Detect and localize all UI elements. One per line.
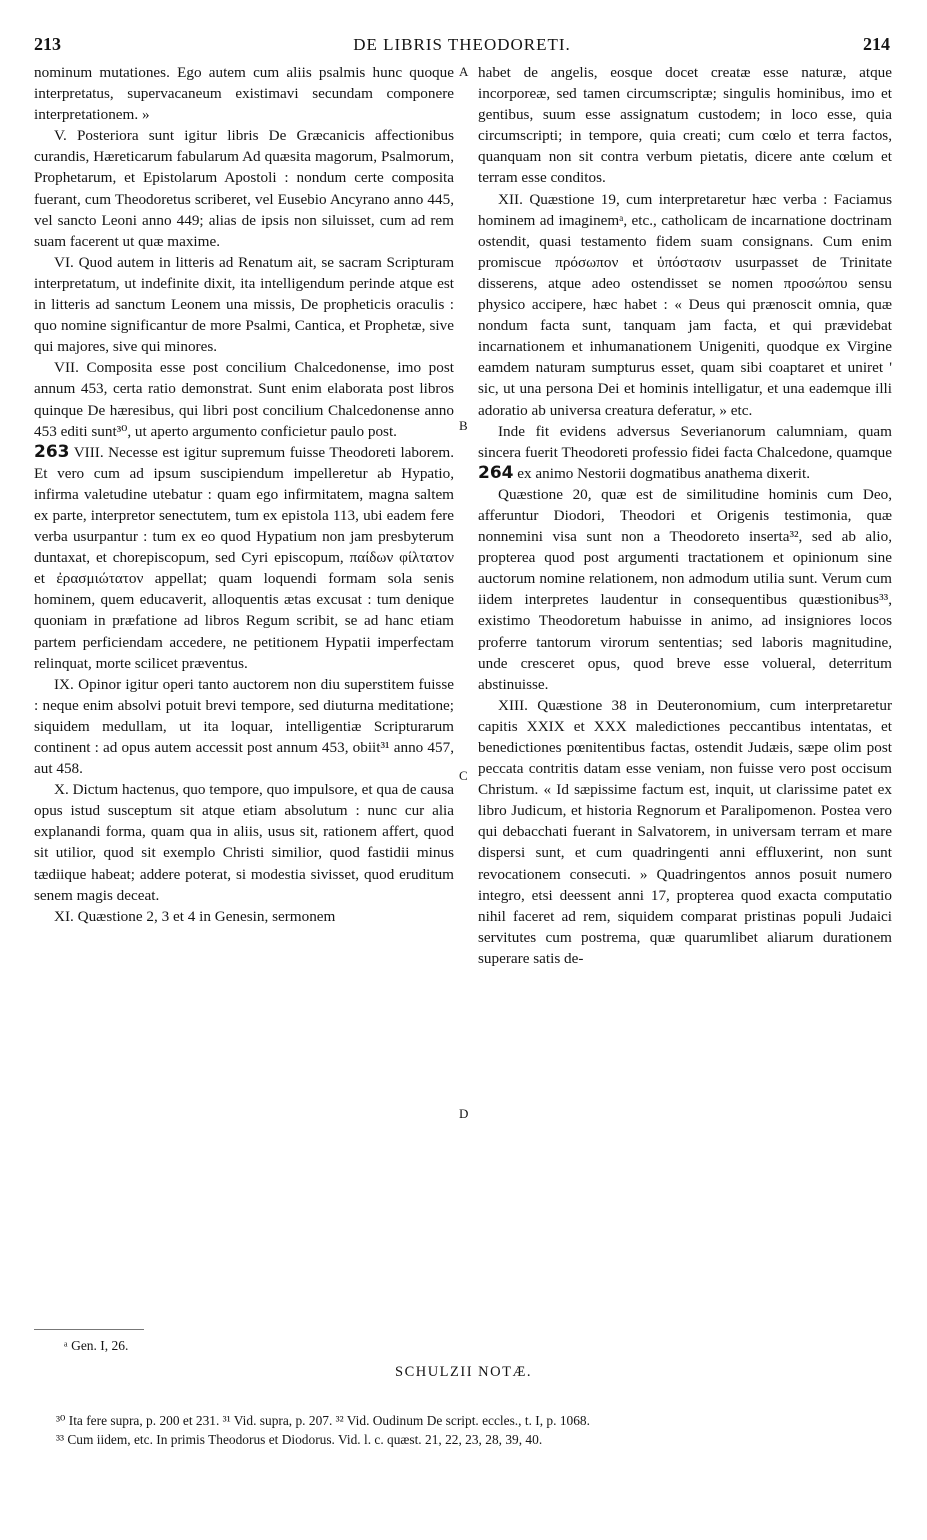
- margin-letter-b: B: [459, 418, 468, 433]
- page-number-right: 214: [863, 34, 890, 54]
- paragraph-text: Quæstione 20, quæ est de similitudine hominis cum Deo, afferuntur Diodori, Theodori et Origenis testimonia, quæ nonnemini visa sunt non a Theodoreto inserta³², sed ab alio, propterea quod post argumenti tractationem et opinionum sine auctorum nomine relationem, non admodum utilia sunt. Verum cum iidem interpretes laudentur in consequentibus quæstionibus³³, existimo Theodoretum habuisse in animo, ad insigniores locos proferre tantorum virorum sententias; sed laboris magnitudine, unde cresceret opus, quod breve esse volueral, deterritum abstinuisse.: [478, 485, 892, 693]
- paragraph-text-after: ex animo Nestorii dogmatibus anathema dixerit.: [517, 464, 811, 482]
- section-number: IX.: [54, 675, 74, 693]
- paragraph-inde: [478, 421, 892, 484]
- bible-footnote: ᵃ Gen. I, 26.: [64, 1338, 129, 1353]
- section-number: VI.: [54, 253, 74, 271]
- paragraph-x: [34, 779, 454, 906]
- paragraph-text: Inde fit evidens adversus Severianorum calumniam, quam sincera fuerit Theodoreti professio fidei facta Chalcedone, quamque: [478, 422, 892, 461]
- paragraph: habet de angelis, eosque docet creatæ esse naturæ, atque incorporeæ, sed tamen circumscriptæ; singulis hominibus, imo et gentibus, suum esse assignatum custodem; in loco esse, quia circumscripti; in tempore, quia creati; cum cœlo et terra factos, quanquam non sit contra verbum pietatis, dicere ante cœlum et terram esse conditos.: [478, 64, 892, 187]
- column-marker: 264: [478, 462, 514, 483]
- paragraph-vi: [34, 252, 454, 357]
- page-header: [34, 34, 890, 60]
- paragraph-text: Quæstione 38 in Deuteronomium, cum interpretaretur capitis XXIX et XXX maledictiones peccantibus intentatas, et benedictiones pœnitentibus factas, ostendit Judæis, sæpe olim post peccata contritis datam esse veniam, non fuisse vero post occisum Christum. « Id sæpissime factum est, inquit, ut clarissime patet ex libro Judicum, et historia Regnorum et Paralipomenon. Postea vero qui debacchati fuerant in Salvatorem, in universam terram et mare dispersi sunt, et cum quadringenti anni effluxerint, non sunt revocationem consecuti. » Quadringentos annos posuit numero integro, etsi deessent anni 17, propterea quod exacta computatio nihil faceret ad rem, siquidem comparat pristinas populi Judaici servitutes cum postrema, quæ quarumlibet aliarum durationem superare satis de-: [478, 696, 893, 967]
- section-number: VII.: [54, 359, 79, 377]
- paragraph-text: Opinor igitur operi tanto auctorem non diu superstitem fuisse : neque enim absolvi potuit brevi tempore, sed diuturna meditatione; siquidem medullam, ut ita loquar, intelligentiæ Scripturarum continent : ad opus autem accessit post annum 453, obiit³¹ anno 457, aut 458.: [34, 675, 454, 778]
- editor-notes: [56, 1411, 896, 1449]
- paragraph-text: Posteriora sunt igitur libris De Græcanicis affectionibus curandis, Hæreticarum fabularum Ad quæsita magorum, Psalmorum, Prophetarum, et Epistolarum Apostoli : nondum certe composita fuerant, cum Theodoretus scriberet, vel Eusebio Ancyrano anno 445, vel sancto Leoni anno 449; alias de ipsis non siluisset, cum ad rem suam facerent ut quæ maxime.: [34, 127, 455, 250]
- margin-letter-a: A: [459, 64, 469, 79]
- note-line: ³³ Cum iidem, etc. In primis Theodorus et Diodorus. Vid. l. c. quæst. 21, 22, 23, 28, 39, 40.: [56, 1432, 543, 1447]
- notes-heading: SCHULZII NOTÆ.: [395, 1364, 532, 1380]
- paragraph-v: [34, 125, 454, 252]
- running-title: DE LIBRIS THEODORETI.: [353, 35, 571, 54]
- paragraph: nominum mutationes. Ego autem cum aliis psalmis hunc quoque interpretatus, supervacaneum existimavi secundam componere interpretationem. »: [34, 64, 454, 124]
- page-number-left: 213: [34, 34, 61, 54]
- paragraph-text: Quæstione 19, cum interpretaretur hæc verba : Faciamus hominem ad imaginemᵃ, etc., catholicam de incarnatione doctrinam ostendit, quasi testamento fidem suam consignans. Cum enim promiscue πρόσωπον et ὑπόστασιν usurpasset de Trinitate disserens, atque adeo ostendisset se nomen προσώπου sensu physico accipere, hæc habet : « Deus qui prænoscit omnia, quæ nondum facta sunt, tanquam jam facta, et qui prævidebat incarnationem et inhumanationem Unigeniti, quodque ex Virgine eamdem naturam sumpturus esset, quam sibi coaptaret et uniret ' sic, ut una persona Dei et hominis intelligatur, et una eademque illi adoratio ab universa creatura deferatur, » etc.: [478, 190, 893, 419]
- paragraph-xiii: [478, 695, 892, 969]
- section-number: XIII.: [498, 696, 528, 714]
- section-number: XI.: [54, 907, 74, 925]
- paragraph-quaestione-20: [478, 484, 892, 695]
- paragraph-vii: [34, 357, 454, 441]
- paragraph-text: Quæstione 2, 3 et 4 in Genesin, sermonem: [77, 907, 336, 925]
- paragraph-text: Necesse est igitur supremum fuisse Theodoreti laborem. Et vero cum ad ipsum suscipiendum impelleretur ab Hypatio, infirma valetudine utebatur : quam ego infirmitatem, magna saltem ex parte, interpretor senectutem, tum ex epistola 113, ubi eadem fere verba usurpantur : tum ex eo quod Hypatium non jam presbyterum duntaxat, et chorepiscopum, sed Cyri episcopum, παίδων φίλτατον et ἐρασμιώτατον appellat; quam loquendi formam sola senis hominem, quem educaverit, alloquentis ætas excusat : tum denique quoniam in præfatione ad libros Regum scribit, se ad hanc etiam partem perficiendam accedere, ne petitionem Hypatii imperfectam relinquat, morte scilicet præventus.: [34, 443, 455, 672]
- section-number: XII.: [498, 190, 523, 208]
- section-number: X.: [54, 781, 69, 799]
- paragraph-xii: [478, 189, 892, 421]
- right-column: [478, 62, 892, 969]
- paragraph-ix: [34, 674, 454, 779]
- paragraph-text: Composita esse post concilium Chalcedonense, imo post annum 453, certa ratio demonstrat. Sunt enim elaborata post libros quinque De hæresibus, qui libri post concilium Chalcedonense anno 453 editi sunt³⁰, ut aperto argumento conficietur paulo post.: [34, 359, 454, 440]
- column-marker: 263: [34, 441, 70, 462]
- margin-letter-d: D: [459, 1106, 469, 1121]
- footnote-rule: [34, 1329, 144, 1330]
- paragraph-text: Dictum hactenus, quo tempore, quo impulsore, et qua de causa opus istud susceptum sit atque etiam absolutum : nunc cur alia explanandi forma, quam qua in aliis, usus sit, rationem affert, quod sit utilior, quod sit exemplo Christi similior, quod fastidii minus tædiique habeat; addere poterat, si modestia sivisset, quod eruditum senem magis deceat.: [34, 781, 454, 904]
- note-line: ³⁰ Ita fere supra, p. 200 et 231. ³¹ Vid. supra, p. 207. ³² Vid. Oudinum De script. eccles., t. I, p. 1068.: [56, 1413, 590, 1428]
- margin-letter-c: C: [459, 768, 468, 783]
- paragraph-xi: [34, 906, 454, 927]
- paragraph-text: Quod autem in litteris ad Renatum ait, se sacram Scripturam interpretatum, ut indefinite dixit, ita intelligendum perinde atque est in litteris ad sanctum Leonem una missis, De propheticis oraculis : quo nomine significantur de more Psalmi, Cantica, et Prophetæ, sive qui majores, sive qui minores.: [34, 253, 455, 356]
- left-column: [34, 62, 454, 927]
- section-number: VIII.: [73, 443, 104, 461]
- paragraph-viii: [34, 442, 454, 674]
- section-number: V.: [54, 127, 67, 145]
